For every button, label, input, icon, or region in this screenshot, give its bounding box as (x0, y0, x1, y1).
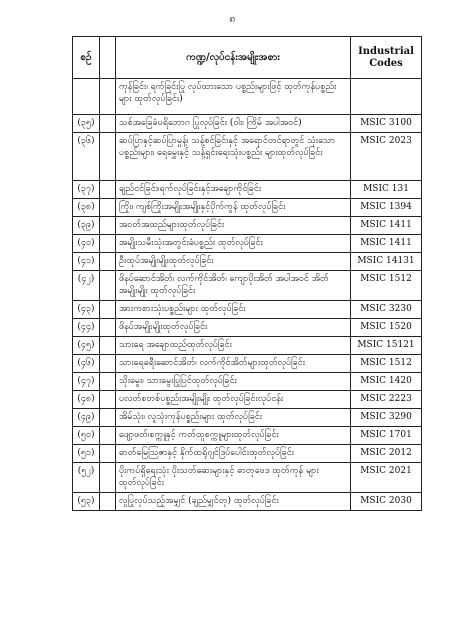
row-number: (၅၃) (73, 493, 100, 511)
table-row (73, 391, 422, 409)
row-number: (၅၂) (73, 463, 100, 493)
row-spacer (100, 427, 116, 445)
row-description: ဆပ်ပြာနှင့်ဆပ်ပြာမှုန့်၊ သန့်စင်ခြင်းနှင့် အရောင်တင်ရာတွင် သုံးသော ပစ္စည်းများ၊ ရေမွှေးနှင့် သန့်ရှင်းရေးသုံးပစ္စည်း များထုတ်လုပ်ခြင်း (116, 133, 351, 181)
header-industrial-codes-line2: Codes (369, 57, 403, 69)
row-spacer (100, 253, 116, 271)
row-industrial-code: MSIC 2021 (351, 463, 422, 493)
row-description: ကြိုး၊ ကျစ်ကြိုးအမျိုးအမျိုးနှင့်ပိုက်ကွန် ထုတ်လုပ်ခြင်း (116, 199, 351, 217)
row-number: (၄၂) (73, 271, 100, 301)
table-row (73, 181, 422, 199)
row-industrial-code: MSIC 1411 (351, 217, 422, 235)
row-number (73, 79, 100, 115)
table-row (73, 445, 422, 463)
row-number: (၄၀) (73, 235, 100, 253)
row-spacer (100, 79, 116, 115)
row-spacer (100, 445, 116, 463)
header-industrial-codes (351, 37, 422, 79)
row-spacer (100, 217, 116, 235)
row-number: (၄၄) (73, 319, 100, 337)
row-number: (၄၅) (73, 337, 100, 355)
table-row (73, 133, 422, 181)
row-spacer (100, 181, 116, 199)
row-spacer (100, 271, 116, 301)
row-spacer (100, 391, 116, 409)
row-industrial-code: MSIC 3290 (351, 409, 422, 427)
row-number: (၄၇) (73, 373, 100, 391)
header-industrial-codes-line1: Industrial (358, 45, 414, 57)
table-row (73, 319, 422, 337)
row-industrial-code (351, 79, 422, 115)
row-industrial-code: MSIC 1394 (351, 199, 422, 217)
table-body (73, 79, 422, 511)
row-number: (၄၉) (73, 409, 100, 427)
row-spacer (100, 409, 116, 427)
table-row (73, 337, 422, 355)
table-row (73, 301, 422, 319)
row-industrial-code: MSIC 2023 (351, 133, 422, 181)
row-description: ပိုးကပ်ရှိရေးသုံး ပိုးသတ်ဆေးများနှင့် ဓာတုဗေဒ ထုတ်ကုန် များထုတ်လုပ်ခြင်း (116, 463, 351, 493)
table-row (73, 217, 422, 235)
row-description: သိုးမွေး၊ သားမွေးပြုပြင်ထုတ်လုပ်ခြင်း (116, 373, 351, 391)
row-description: အိမ်သုံး၊ လူသုံးကုန်ပစ္စည်းများ ထုတ်လုပ်ခြင်း (116, 409, 351, 427)
row-industrial-code: MSIC 1701 (351, 427, 422, 445)
row-spacer (100, 337, 116, 355)
row-industrial-code: MSIC 1512 (351, 271, 422, 301)
row-number: (၄၁) (73, 253, 100, 271)
table-row (73, 493, 422, 511)
row-industrial-code: MSIC 131 (351, 181, 422, 199)
row-description: အမျိုးသမီးသုံးအတွင်းခံပစ္စည်း ထုတ်လုပ်ခြင်း (116, 235, 351, 253)
table-row (73, 79, 422, 115)
row-number: (၃၇) (73, 181, 100, 199)
row-description: ချည်ငင်ခြင်း၊ရက်လုပ်ခြင်းနှင့်အချောကိုင်ခြင်း (116, 181, 351, 199)
row-description: ဓာတ်မြေဩဇာနှင့် နိုက်ထရိုဂျင်ဒြပ်ပေါင်းထုတ်လုပ်ခြင်း (116, 445, 351, 463)
table-row (73, 427, 422, 445)
row-industrial-code: MSIC 1520 (351, 319, 422, 337)
row-spacer (100, 235, 116, 253)
row-spacer (100, 373, 116, 391)
table-row (73, 373, 422, 391)
table-row (73, 409, 422, 427)
row-spacer (100, 301, 116, 319)
row-description: သစ်အခြေခံပရိဘောဂ ပြုလုပ်ခြင်း (ဝါး၊ ကြိမ် အပါအဝင်) (116, 115, 351, 133)
table-header-row (73, 37, 422, 79)
table-row (73, 355, 422, 373)
row-number: (၄၃) (73, 301, 100, 319)
row-description: ဖျော့ဖတ်၊စက္ကူနှင့် ကတ်ထူစက္ကူများထုတ်လုပ်ခြင်း (116, 427, 351, 445)
row-description: အားကစားသုံးပစ္စည်းများ ထုတ်လုပ်ခြင်း (116, 301, 351, 319)
row-description: ပလတ်စတစ်ပစ္စည်းအမျိုးမျိုး ထုတ်လုပ်ခြင်းလုပ်ငန်း (116, 391, 351, 409)
row-industrial-code: MSIC 2030 (351, 493, 422, 511)
row-description: ဖိနပ်အမျိုးမျိုးထုတ်လုပ်ခြင်း (116, 319, 351, 337)
row-number: (၃၅) (73, 115, 100, 133)
row-number: (၃၈) (73, 199, 100, 217)
row-industrial-code: MSIC 3100 (351, 115, 422, 133)
table-row (73, 115, 422, 133)
row-spacer (100, 199, 116, 217)
table-row (73, 253, 422, 271)
row-spacer (100, 463, 116, 493)
header-description: ကဏ္ဍ/လုပ်ငန်းအမျိုးအစား (116, 37, 351, 79)
row-spacer (100, 133, 116, 181)
industrial-codes-table (72, 36, 422, 511)
header-serial-number: စဉ် (73, 37, 100, 79)
row-spacer (100, 319, 116, 337)
row-spacer (100, 355, 116, 373)
row-number: (၄၈) (73, 391, 100, 409)
row-industrial-code: MSIC 15121 (351, 337, 422, 355)
row-spacer (100, 115, 116, 133)
row-number: (၅၀) (73, 427, 100, 445)
row-industrial-code: MSIC 2223 (351, 391, 422, 409)
table-row (73, 199, 422, 217)
table-row (73, 271, 422, 301)
row-industrial-code: MSIC 3230 (351, 301, 422, 319)
row-description: ဦးထုပ်အမျိုးမျိုးထုတ်လုပ်ခြင်း (116, 253, 351, 271)
row-description: ကုန်ခြင်း၊ ရက်ခြင်းပြု လုပ်ထားသော ပစ္စည်းများဖြင့် ထုတ်ကုန်ပစ္စည်းများ ထုတ်လုပ်ခြင်း) (116, 79, 351, 115)
row-number: (၄၆) (73, 355, 100, 373)
table-row (73, 463, 422, 493)
page-number: ၈ (229, 12, 236, 25)
row-industrial-code: MSIC 1420 (351, 373, 422, 391)
row-number: (၃၆) (73, 133, 100, 181)
row-number: (၃၉) (73, 217, 100, 235)
row-number: (၅၁) (73, 445, 100, 463)
row-description: လူပြုလုပ်သည့်အမျှင် (ချည်မျှင်တု) ထုတ်လုပ်ခြင်း (116, 493, 351, 511)
row-description: ဖိနပ်ဆောင်အိတ်၊ လက်ကိုင်အိတ်၊ ကျောပိုးအိတ် အပါအဝင် အိတ်အမျိုးမျိုး ထုတ်လုပ်ခြင်း (116, 271, 351, 301)
row-industrial-code: MSIC 14131 (351, 253, 422, 271)
row-industrial-code: MSIC 2012 (351, 445, 422, 463)
row-industrial-code: MSIC 1411 (351, 235, 422, 253)
row-description: သားရေ အချောထည်ထုတ်လုပ်ခြင်း (116, 337, 351, 355)
header-spacer (100, 37, 116, 79)
row-description: သားရေခရီးဆောင်အိတ်၊ လက်ကိုင်အိတ်များထုတ်လုပ်ခြင်း (116, 355, 351, 373)
row-spacer (100, 493, 116, 511)
row-description: အဝတ်အထည်များထုတ်လုပ်ခြင်း (116, 217, 351, 235)
row-industrial-code: MSIC 1512 (351, 355, 422, 373)
table-row (73, 235, 422, 253)
